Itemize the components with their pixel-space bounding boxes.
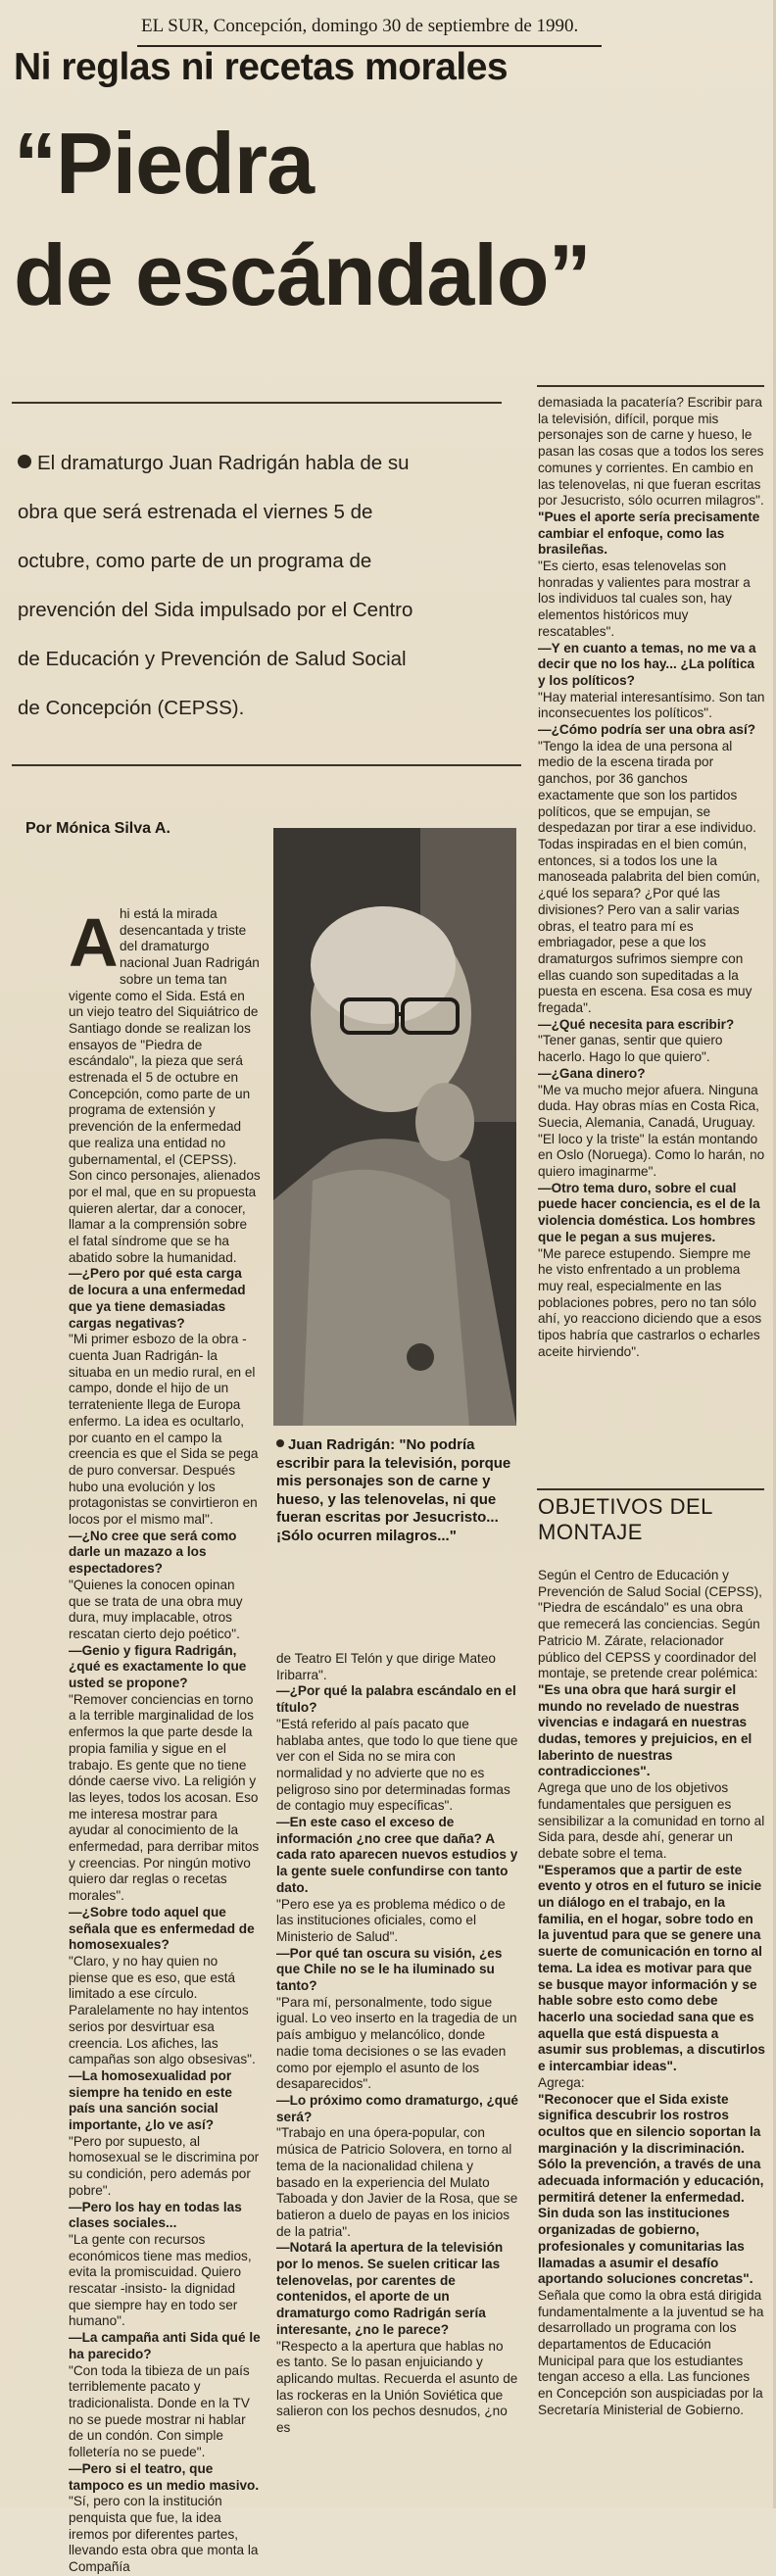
- lead-paragraph: [18, 439, 431, 733]
- article-paragraph: "Mi primer esbozo de la obra -cuenta Juan Radrigán- la situaba en un medio rural, en el campo, donde el hijo de un terrateniente llega de Europa enfermo. La idea es ocultarlo, por cuanto en el campo la creencia es que el Sida se pega de puro conversar. Después hubo una evolución y los protagonistas se convirtieron en locos por el mismo mal".: [69, 1332, 259, 1528]
- column-top-rule: [537, 385, 764, 387]
- article-paragraph: —Genio y figura Radrigán, ¿qué es exactamente lo que usted se propone?: [69, 1642, 247, 1691]
- sidebar-paragraph: "Es una obra que hará surgir el mundo no revelado de nuestras vivencias e indagará en nuestras dudas, temores y prejuicios, en el laberinto de nuestras contradicciones".: [538, 1681, 752, 1779]
- article-paragraph: "Con toda la tibieza de un país terriblemente pacato y tradicionalista. Donde en la TV no se puede mostrar ni hablar de un condón. Con simple folletería no se puede".: [69, 2362, 250, 2460]
- portrait-photo: [273, 828, 516, 1426]
- article-paragraph: "Quienes la conocen opinan que se trata de una obra muy dura, muy implacable, otros rescatan cierto dejo poético".: [69, 1577, 243, 1641]
- article-paragraph: —Lo próximo como dramaturgo, ¿qué será?: [276, 2092, 518, 2124]
- article-column-1: [69, 906, 261, 2576]
- article-paragraph: "Sí, pero con la institución penquista que fue, la idea iremos por diferentes partes, llevando esta obra que monta la Compañía: [69, 2494, 259, 2575]
- article-paragraph: "Trabajo en una ópera-popular, con música de Patricio Solovera, en torno al tema de la nacionalidad chilena y basado en la experiencia del Mulato Taboada y don Javier de la Rosa, que se batieron a duelo de payas en los inicios de la patria".: [276, 2125, 518, 2239]
- article-paragraph: —Por qué tan oscura su visión, ¿es que Chile no se le ha iluminado su tanto?: [276, 1945, 503, 1994]
- sidebar-column: [538, 1568, 765, 2419]
- bullet-icon: [18, 455, 31, 468]
- article-paragraph: "Tengo la idea de una persona al medio de la escena tirada por ganchos, por 36 ganchos exactamente que son los partidos políticos, que se empujan, se despedazan por tirar a ese individuo. Todas inspiradas en el bien común, entonces, si a todos los une la manoseada palabrita del bien común, ¿qué los separa? ¿Por qué las divisiones? Pero van a salir varias obras, el teatro para mí es embriagador, pese a que los dramaturgos sufrimos siempre con ellas cuando son supeditadas a la puesta en escena. Esa cosa es muy fregada".: [538, 738, 760, 1016]
- article-column-3: [538, 395, 765, 1360]
- lead-top-rule: [12, 402, 502, 404]
- caption-text: Juan Radrigán: "No podría escribir para la televisión, porque mis personajes son de carne y hueso, y las telenovelas, ni que fueran escritas por Jesucristo... ¡Sólo ocurren milagros...": [276, 1436, 511, 1544]
- article-paragraph: "Respecto a la apertura que hablas no es tanto. Se lo pasan enjuiciando y aplicando multas. Recuerda el asunto de las rockeras en la Unión Soviética que salieron con los pechos desnudos, ¿no es: [276, 2338, 518, 2436]
- article-paragraph: —¿Qué necesita para escribir?: [538, 1016, 735, 1032]
- article-paragraph: de Teatro El Telón y que dirige Mateo Iribarra".: [276, 1651, 496, 1682]
- article-paragraph: "Pues el aporte sería precisamente cambiar el enfoque, como las brasileñas.: [538, 509, 760, 558]
- headline: [14, 108, 700, 331]
- article-paragraph: Son cinco personajes, alienados por el mal, que en su propuesta quieren alertar, dar a conocer, llamar a la comprensión sobre el fatal síndrome que se ha abatido sobre la humanidad.: [69, 1168, 261, 1265]
- article-paragraph: —¿No cree que será como darle un mazazo a los espectadores?: [69, 1528, 237, 1577]
- article-paragraph: —En este caso el exceso de información ¿no cree que daña? A cada rato aparecen nuevos estudios y la gente suele confundirse con tanto dato.: [276, 1815, 518, 1895]
- byline: Por Mónica Silva A.: [25, 820, 170, 837]
- portrait-illustration: [273, 828, 516, 1426]
- article-paragraph: —La campaña anti Sida qué le ha parecido?: [69, 2330, 261, 2361]
- article-paragraph: "Para mí, personalmente, todo sigue igual. Lo veo inserto en la tragedia de un país ambiguo y melancólico, donde nadie toma decisiones o se las evaden como por ejemplo el asunto de los desaparecidos".: [276, 1994, 517, 2092]
- sidebar-title: OBJETIVOS DEL MONTAJE: [538, 1494, 713, 1544]
- photo-caption: [276, 1436, 517, 1545]
- article-paragraph: —¿Sobre todo aquel que señala que es enfermedad de homosexuales?: [69, 1904, 255, 1953]
- article-paragraph: "Me parece estupendo. Siempre me he visto enfrentado a un problema muy real, especialmente en las poblaciones pobres, pero no tan sólo ahí, yo reacciono diciendo que a esos tipos habría que castrarlos o echarles aceite hirviendo".: [538, 1245, 762, 1359]
- lead-bottom-rule: [12, 764, 521, 766]
- article-paragraph: —Pero si el teatro, que tampoco es un medio masivo.: [69, 2460, 260, 2493]
- sidebar-paragraph: Agrega:: [538, 2074, 585, 2090]
- sidebar-paragraph: Señala que como la obra está dirigida fundamentalmente a la juventud se ha desarrollado un programa con los departamentos de Educación Municipal para que los estudiantes tengan acceso a ella. Las funciones en Concepción son auspiciadas por la Secretaría Ministerial de Gobierno.: [538, 2287, 764, 2417]
- article-paragraph: —Otro tema duro, sobre el cual puede hacer conciencia, es el de la violencia doméstica. Los hombres que le pegan a sus mujeres.: [538, 1180, 760, 1244]
- article-paragraph: "Pero ese ya es problema médico o de las instituciones oficiales, como el Ministerio de Salud".: [276, 1896, 506, 1944]
- article-paragraph: "Pero por supuesto, al homosexual se le discrimina por su condición, pero además por pobre".: [69, 2133, 260, 2198]
- bullet-icon: [276, 1439, 284, 1447]
- article-paragraph: demasiada la pacatería? Escribir para la televisión, difícil, porque mis personajes son de carne y hueso, le pasan las cosas que a todos los seres comunes y corrientes. En cambio en las telenovelas, ni que fueran escritas por Jesucristo, sólo ocurren milagros".: [538, 395, 764, 509]
- article-paragraph: "Me va mucho mejor afuera. Ninguna duda. Hay obras mías en Costa Rica, Suecia, Alemania, Canadá, Uruguay. "El loco y la triste" la están montando en Oslo (Noruega). Como lo harán, no quiero imaginarme".: [538, 1082, 765, 1180]
- article-paragraph: hi está la mirada desencantada y triste del dramaturgo nacional Juan Radrigán sobre un tema tan vigente como el Sida. Está en un viejo teatro del Siquiátrico de Santiago donde se realizan los ensayos de "Piedra de escándalo", la pieza que será estrenada el 5 de octubre en Concepción, como parte de un programa de extensión y prevención de la enfermedad que realiza una entidad no gubernamental, el (CEPSS).: [69, 906, 260, 1167]
- article-paragraph: "Está referido al país pacato que hablaba antes, que todo lo que tiene que ver con el Sida no se mira con normalidad y no advierte que no es peligroso sino por determinadas formas de contagio muy específicas".: [276, 1716, 518, 1814]
- article-paragraph: "Es cierto, esas telenovelas son honradas y valientes para mostrar a los individuos tal cuales son, hay elementos históricos muy rescatables".: [538, 559, 751, 639]
- sidebar-paragraph: "Esperamos que a partir de este evento y otros en el futuro se inicie un diálogo en el trabajo, en la familia, en el hogar, sobre todo en la juventud para que se genere una suerte de comunicación en torno al tema. La idea es motivar para que se busque mayor información y se hable sobre esto como debe hacerlo una sociedad sana que es aquella que está dispuesta a asumir sus problemas, a discutirlos e intercambiar ideas".: [538, 1862, 765, 2074]
- sidebar-paragraph: "Reconocer que el Sida existe significa descubrir los rostros ocultos que en silencio soportan la marginación y la discriminación. Sólo la prevención, a través de una adecuada información y educación, permitirá detener la enfermedad. Sin duda son las instituciones organizadas de gobierno, profesionales y comunitarias las llamadas a asumir el desafío aportando soluciones concretas".: [538, 2091, 764, 2287]
- sidebar-paragraph: Agrega que uno de los objetivos fundamentales que persiguen es sensibilizar a la comunidad en torno al Sida para, desde ahí, generar un debate sobre el tema.: [538, 1780, 765, 1861]
- kicker: Ni reglas ni recetas morales: [14, 46, 509, 88]
- article-paragraph: "Tener ganas, sentir que quiero hacerlo. Hago lo que quiero".: [538, 1033, 723, 1065]
- lead-text: El dramaturgo Juan Radrigán habla de su obra que será estrenada el viernes 5 de octubre, como parte de un programa de prevención del Sida impulsado por el Centro de Educación y Prevención de Salud Social de Concepción (CEPSS).: [18, 452, 413, 719]
- article-paragraph: —Pero los hay en todas las clases sociales...: [69, 2199, 242, 2231]
- headline-line-1: “Piedra: [14, 115, 315, 212]
- article-paragraph: —La homosexualidad por siempre ha tenido en este país una sanción social importante, ¿lo ve así?: [69, 2067, 232, 2133]
- article-paragraph: "Claro, y no hay quien no piense que es eso, que está limitado a ese círculo. Paralelamente no hay intentos serios por desvirtuar esa creencia. Los afiches, las campañas son algo obsesivas".: [69, 1954, 256, 2067]
- sidebar-paragraph: Según el Centro de Educación y Prevención de Salud Social (CEPSS), "Piedra de escándalo" es una obra que remecerá las conciencias. Según Patricio M. Zárate, relacionador público del CEPSS y coordinador del montaje, se pretende crear polémica:: [538, 1568, 762, 1681]
- dateline: EL SUR, Concepción, domingo 30 de septiembre de 1990.: [137, 12, 602, 47]
- article-paragraph: —¿Por qué la palabra escándalo en el título?: [276, 1683, 516, 1716]
- article-paragraph: "Remover conciencias en torno a la terrible marginalidad de los enfermos la que parte desde la propia familia y sigue en el trabajo. Es gente que no tiene dónde caerse vivo. La religión y las leyes, todos los acosan. Eso me interesa mostrar para ayudar al conocimiento de la enfermedad, para derribar mitos y creencias. Por ningún motivo quiero dar reglas o recetas morales".: [69, 1691, 260, 1904]
- article-paragraph: "Hay material interesantísimo. Son tan inconsecuentes los políticos".: [538, 689, 765, 721]
- article-paragraph: "La gente con recursos económicos tiene mas medios, evita la promiscuidad. Quiero rescatar -insisto- la dignidad que siempre hay en todo ser humano".: [69, 2231, 252, 2329]
- article-paragraph: —¿Cómo podría ser una obra así?: [538, 722, 756, 738]
- article-paragraph: —Y en cuanto a temas, no me va a decir que no los hay... ¿La política y los políticos?: [538, 640, 756, 688]
- article-paragraph: —¿Gana dinero?: [538, 1065, 646, 1081]
- article-column-2: [276, 1651, 519, 2437]
- drop-cap: A: [69, 904, 119, 981]
- article-paragraph: —Notará la apertura de la televisión por lo menos. Se suelen criticar las telenovelas, por carentes de contenidos, el aporte de un dramaturgo como Radrigán sería interesante, ¿no le parece?: [276, 2240, 504, 2337]
- sidebar-top-rule: [537, 1488, 764, 1490]
- article-paragraph: —¿Pero por qué esta carga de locura a una enfermedad que ya tiene demasiadas cargas negativas?: [69, 1266, 246, 1331]
- headline-line-2: de escándalo”: [14, 226, 591, 323]
